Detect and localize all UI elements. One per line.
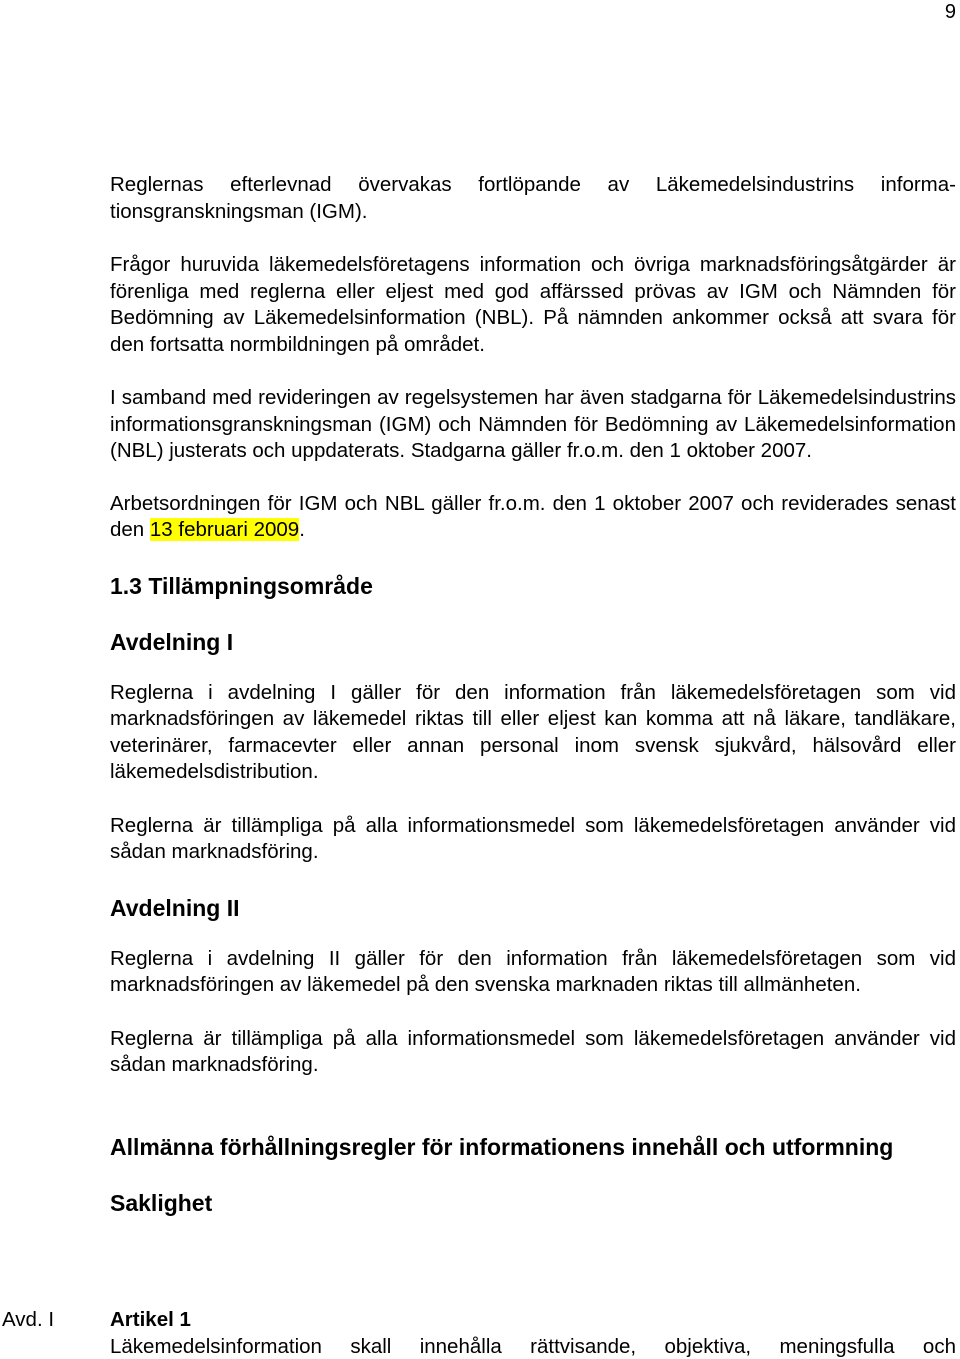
page-number: 9 [944, 1, 956, 23]
paragraph-igm-nbl-review: Frågor huruvida läkemedelsföretagens information och övriga marknadsföringsåtgärder är förenliga med reglerna eller eljest med god affärssed prövas av IGM och Nämnden för Bedömning av Läkemedelsinformation (NBL). På nämnden ankommer också att svara för den fortsatta normbildningen på området. [110, 253, 956, 356]
section-heading-scope: 1.3 Tillämpningsområde [110, 572, 373, 599]
article-title: Artikel 1 [110, 1308, 191, 1331]
paragraph-statutes-revision: I samband med revideringen av regelsystemen har även stadgarna för Läkemedelsindustrins informationsgranskningsman (IGM) och Nämnden för Bedömning av Läkemedelsinformation (NBL) justerats och uppdaterats. Stadgarna gäller fr.o.m. den 1 oktober 2007. [110, 386, 956, 462]
highlighted-date: 13 februari 2009 [149, 518, 300, 541]
paragraph-igm-supervision: Reglernas efterlevnad övervakas fortlöpande av Läkemedelsindustrins informationsgranskningsman (IGM). [110, 173, 956, 223]
document-body [110, 172, 956, 1217]
heading-avdelning-2: Avdelning II [110, 894, 240, 921]
paragraph-avd1-scope: Reglerna i avdelning I gäller för den information från läkemedelsföretagen som vid marknadsföringen av läkemedel riktas till eller eljest kan komma att nå läkare, tandläkare, veterinärer, farmacevter eller annan personal inom svensk sjukvård, hälsovård eller läkemedelsdistribution. [110, 680, 956, 783]
heading-avdelning-1: Avdelning I [110, 628, 234, 655]
article-text: Läkemedelsinformation skall innehålla rättvisande, objektiva, meningsfulla och [110, 1334, 956, 1358]
paragraph-rules-of-procedure [110, 491, 956, 544]
paragraph-avd2-media: Reglerna är tillämpliga på alla informationsmedel som läkemedelsföretagen använder vid sådan marknadsföring. [110, 1026, 956, 1076]
margin-label-avd: Avd. I [2, 1308, 55, 1331]
paragraph-avd1-media: Reglerna är tillämpliga på alla informationsmedel som läkemedelsföretagen använder vid sådan marknadsföring. [110, 813, 956, 863]
heading-saklighet: Saklighet [110, 1189, 213, 1216]
heading-general-rules: Allmänna förhållningsregler för informationens innehåll och utformning [110, 1133, 894, 1160]
paragraph-avd2-scope: Reglerna i avdelning II gäller för den information från läkemedelsföretagen som vid marknadsföringen av läkemedel på den svenska marknaden riktas till allmänheten. [110, 946, 956, 996]
article-1 [110, 1307, 956, 1359]
rules-text: Arbetsordningen för IGM och NBL gäller fr.o.m. den 1 oktober 2007 och reviderades senast den [110, 491, 956, 541]
rules-text-end: . [299, 518, 305, 541]
